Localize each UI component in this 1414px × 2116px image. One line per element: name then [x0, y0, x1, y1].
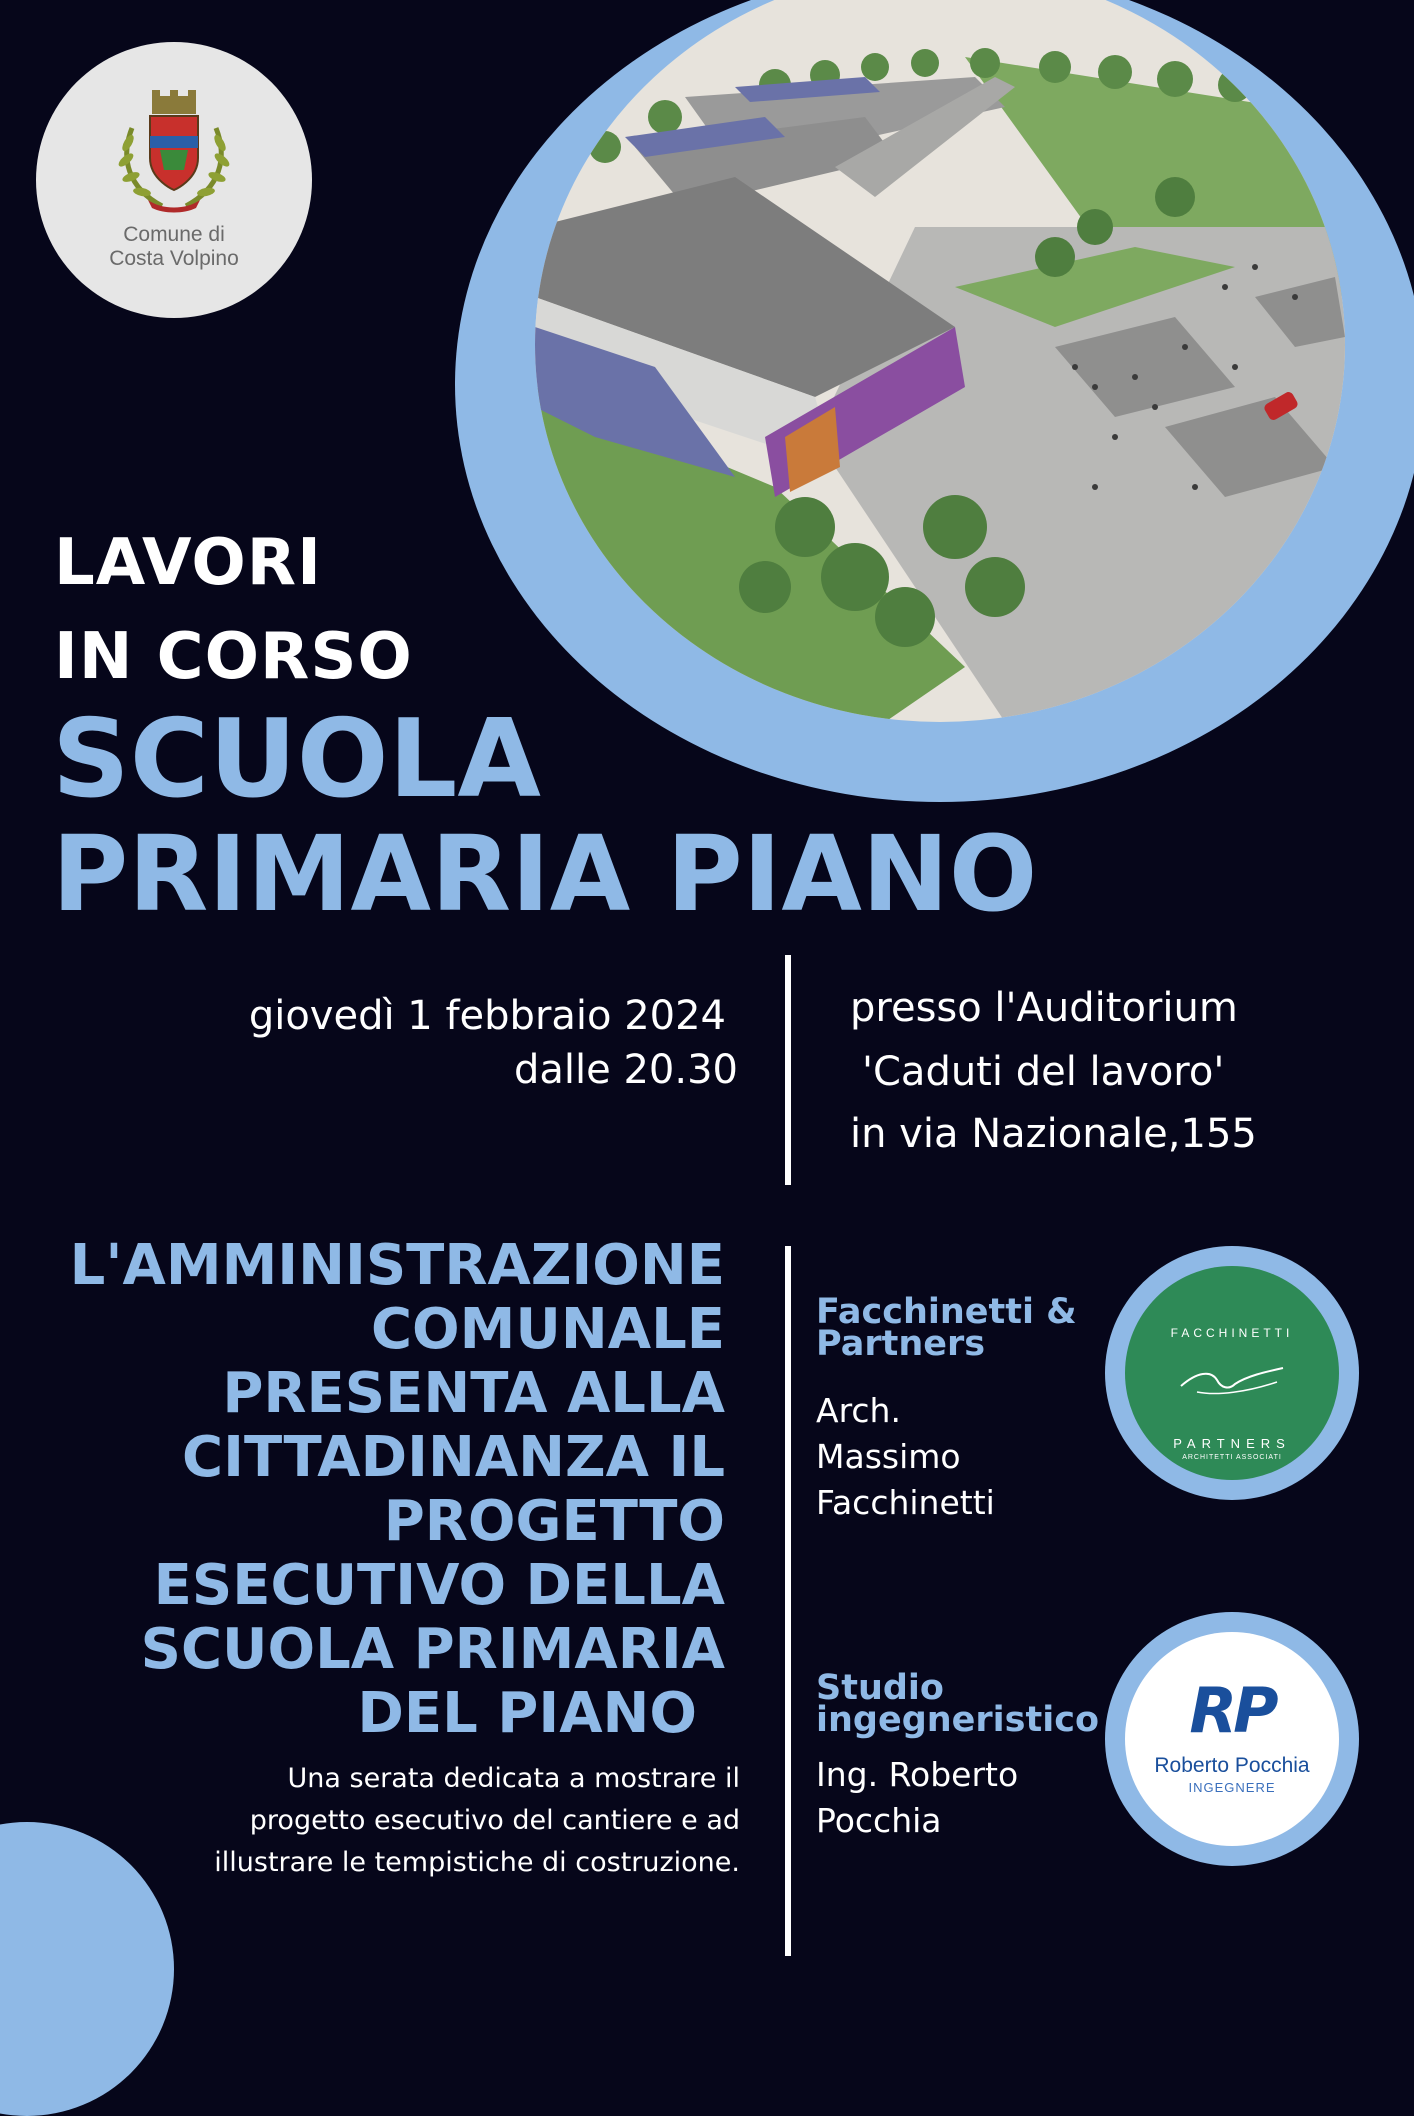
title-line-scuola: SCUOLA — [52, 697, 541, 822]
partner2-logo-mark: RP — [1189, 1674, 1275, 1747]
partner2-logo-name: Roberto Pocchia — [1154, 1754, 1310, 1777]
municipality-name-line2: Costa Volpino — [109, 247, 239, 270]
hero-image-ring — [455, 0, 1414, 802]
municipality-name — [36, 223, 312, 271]
venue-line2: 'Caduti del lavoro' — [862, 1049, 1225, 1095]
announcement-line: PRESENTA ALLA — [222, 1361, 725, 1426]
partner1-name — [816, 1292, 1077, 1364]
signature-swoosh-icon — [1177, 1362, 1287, 1402]
description-line: progetto esecutivo del cantiere e ad — [249, 1805, 740, 1836]
partner2-name-line1: Studio — [816, 1668, 944, 1708]
announcement-line: COMUNALE — [370, 1297, 725, 1362]
event-date: giovedì 1 febbraio 2024 — [248, 993, 726, 1039]
partner1-person-line: Facchinetti — [816, 1483, 995, 1522]
event-description — [120, 1758, 740, 1884]
announcement-line: DEL PIANO — [357, 1681, 697, 1746]
title-line-lavori: LAVORI — [54, 526, 322, 600]
description-line: illustrare le tempistiche di costruzione. — [214, 1847, 740, 1878]
partner2-name-line2: ingegneristico — [816, 1700, 1100, 1740]
description-line: Una serata dedicata a mostrare il — [287, 1763, 740, 1794]
partner2-person-line: Ing. Roberto — [816, 1755, 1019, 1794]
partner1-logo-top: FACCHINETTI — [1170, 1326, 1294, 1340]
announcement-line: SCUOLA PRIMARIA — [140, 1617, 725, 1682]
partner1-logo-mid: PARTNERS — [1173, 1436, 1291, 1451]
partner2-logo-sub: INGEGNERE — [1188, 1780, 1276, 1795]
partner2-person — [816, 1752, 1018, 1844]
title-line-in-corso: IN CORSO — [54, 620, 413, 694]
partner1-person — [816, 1388, 995, 1526]
event-time: dalle 20.30 — [514, 1047, 738, 1093]
announcement-line: L'AMMINISTRAZIONE — [69, 1233, 725, 1298]
partners-divider — [785, 1246, 791, 1956]
coat-of-arms-icon — [114, 88, 234, 218]
partner1-name-line1: Facchinetti & — [816, 1292, 1077, 1332]
partner2-logo-ring — [1105, 1612, 1359, 1866]
partner1-logo — [1125, 1266, 1339, 1480]
announcement-line: ESECUTIVO DELLA — [153, 1553, 725, 1618]
announcement-line: PROGETTO — [383, 1489, 725, 1554]
municipality-logo — [36, 42, 312, 318]
event-divider — [785, 955, 791, 1185]
partner1-person-line: Arch. — [816, 1391, 901, 1430]
school-aerial-rendering — [535, 0, 1345, 722]
partner2-name — [816, 1668, 1100, 1740]
venue-line1: presso l'Auditorium — [850, 985, 1238, 1031]
partner1-logo-bottom: ARCHITETTI ASSOCIATI — [1182, 1454, 1282, 1461]
announcement-line: CITTADINANZA IL — [182, 1425, 725, 1490]
municipality-name-line1: Comune di — [123, 223, 225, 246]
partner1-logo-ring — [1105, 1246, 1359, 1500]
partner2-person-line: Pocchia — [816, 1801, 942, 1840]
partner1-name-line2: Partners — [816, 1324, 986, 1364]
venue-line3: in via Nazionale,155 — [850, 1111, 1257, 1157]
title-line-primaria-piano: PRIMARIA PIANO — [52, 813, 1038, 935]
partner1-person-line: Massimo — [816, 1437, 961, 1476]
partner2-logo — [1125, 1632, 1339, 1846]
announcement-heading — [40, 1234, 725, 1746]
